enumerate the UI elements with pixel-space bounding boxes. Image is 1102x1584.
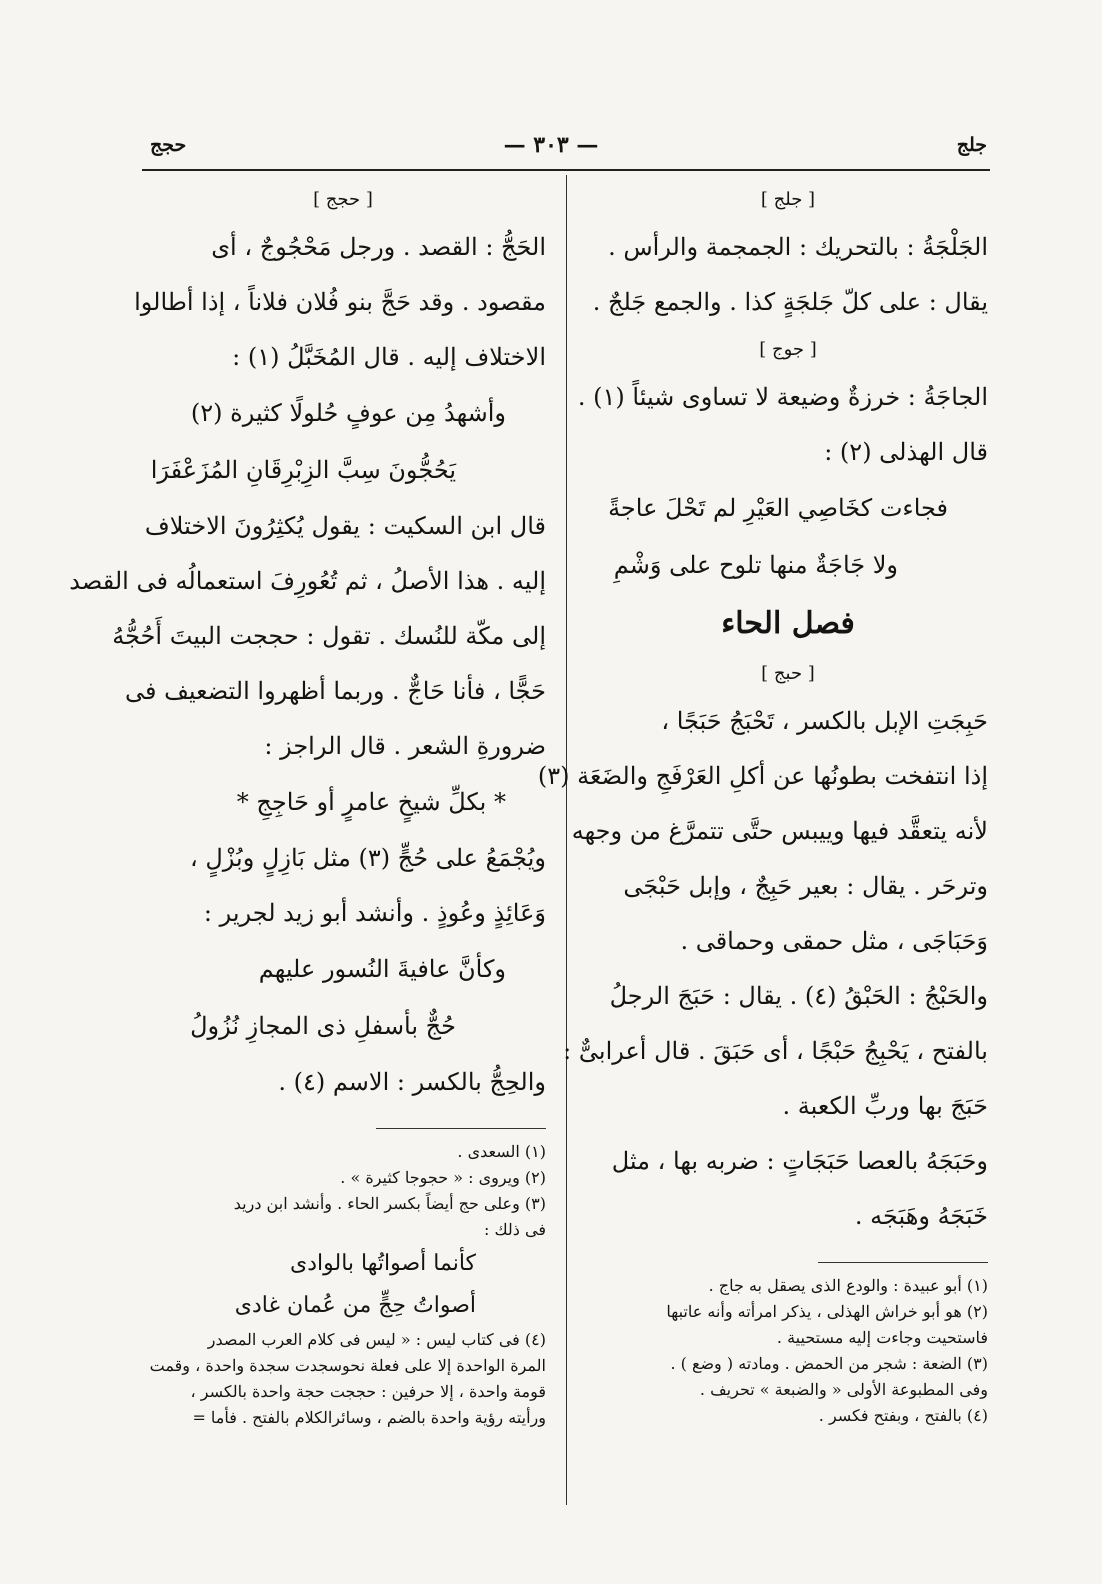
text-line: وترحَر . يقال : بعير حَبِجٌ ، وإبل حَبْجَى [623,872,988,900]
text-line: حَبِجَتِ الإبل بالكسر ، تَحْبَجُ حَبَجًا ، [661,707,988,735]
text-line: خَبَجَهُ وهَبَجَه . [854,1202,988,1230]
page-number: — ٣٠٣ — [503,132,599,158]
section-title: فصل الحاء [721,606,855,641]
verse-line: يَحُجُّونَ سِبَّ الزِبْرِقَانِ المُزَعْفَرَا [150,456,456,484]
text-line: وحَبَجَهُ بالعصا حَبَجَاتٍ : ضربه بها ، مثل [611,1147,988,1175]
footnote: المرة الواحدة إلا على فعلة نحوسجدت سجدة واحدة ، وقمت [149,1356,546,1375]
entry-heading: [ حبج ] [761,663,815,684]
text-line: وَحَبَاجَى ، مثل حمقى وحماقى . [680,927,988,955]
right-column [537,180,988,1429]
text-line: والحِجُّ بالكسر : الاسم (٤) . [278,1068,546,1096]
entry-heading: [ جلج ] [760,189,816,210]
text-line: الجَلْجَةُ : بالتحريك : الجمجمة والرأس . [608,233,988,261]
text-line: مقصود . وقد حَجَّ بنو فُلان فلاناً ، إذا أطالوا [134,288,546,316]
footnote: (٣) وعلى حج أيضاً بكسر الحاء . وأنشد ابن دريد [233,1194,546,1213]
running-head-left: حجج [150,134,187,156]
footnote: (٤) فى كتاب ليس : « ليس فى كلام العرب المصدر [207,1330,546,1349]
footnote: فاستحيت وجاءت إليه مستحيية . [776,1328,988,1347]
text-line: قال ابن السكيت : يقول يُكثِرُونَ الاختلاف [144,512,546,540]
entry-heading: [ حجج ] [313,189,373,210]
verse-line: ولا جَاجَةٌ منها تلوح على وَشْمِ [613,551,898,579]
text-line: ويُجْمَعُ على حُجٍّ (٣) مثل بَازِلٍ وبُزْلٍ ، [189,844,546,872]
footnote: قومة واحدة ، إلا حرفين : حججت حجة واحدة بالكسر ، [190,1382,546,1401]
text-line: حَبَجَ بها وربِّ الكعبة . [782,1092,988,1120]
text-line: ضرورةِ الشعر . قال الراجز : [264,732,546,760]
footnote: (٣) الضعة : شجر من الحمض . ومادته ( وضع ) . [670,1354,988,1373]
text-line: حَجًّا ، فأنا حَاجٌّ . وربما أظهروا التضعيف فى [124,677,546,705]
verse-line: حُجٌّ بأسفلِ ذى المجازِ نُزُولُ [190,1012,456,1040]
column-divider [566,175,567,1505]
text-line: إليه . هذا الأصلُ ، ثم تُعُورِفَ استعمالُه فى القصد [69,567,546,595]
text-line: والحَبْجُ : الحَبْقُ (٤) . يقال : حَبَجَ الرجلُ [609,982,988,1010]
text-line: إلى مكّة للنُسك . تقول : حججت البيتَ أَحُجُّهُ [112,622,546,650]
footnote: (٢) ويروى : « حجوجا كثيرة » . [340,1168,546,1187]
header-rule [142,169,990,171]
text-line: بالفتح ، يَحْبِجُ حَبْجًا ، أى حَبَقَ . قال أعرابىٌّ : [563,1037,988,1065]
text-line: الاختلاف إليه . قال المُخَبَّلُ (١) : [232,343,546,371]
verse-line: فجاءت كخَاصِي العَيْرِ لم تَحْلَ عاجةً [608,494,948,522]
footnote: (١) السعدى . [457,1142,546,1161]
verse-line: وأشهدُ مِن عوفٍ حُلولًا كثيرة (٢) [190,399,506,427]
entry-heading: [ جوج ] [759,339,817,360]
text-line: قال الهذلى (٢) : [824,438,988,466]
running-head-right: جلج [956,134,987,156]
left-column [69,180,546,1431]
footnote: (٤) بالفتح ، وبفتح فكسر . [818,1406,988,1425]
footnote: فى ذلك : [483,1220,546,1239]
text-line: إذا انتفخت بطونُها عن أكلِ العَرْفَجِ والضَعَة (٣) [537,762,988,790]
text-line: الحَجُّ : القصد . ورجل مَحْجُوجٌ ، أى [211,233,546,261]
footnote-rule [376,1128,546,1129]
footnote: ورأيته رؤية واحدة بالضم ، وسائرالكلام بالفتح . فأما = [192,1408,546,1427]
text-line: يقال : على كلّ جَلجَةٍ كذا . والجمع جَلجٌ . [592,288,988,316]
footnote-rule [818,1262,988,1263]
text-line: وَعَائِذٍ وعُوذٍ . وأنشد أبو زيد لجرير : [203,899,546,927]
verse-line: * بكلِّ شيخٍ عامرٍ أو حَاجِجِ * [236,788,506,816]
verse-line: وكأنَّ عافيةَ النُسور عليهم [258,955,506,983]
text-line: الجاجَةُ : خرزةٌ وضيعة لا تساوى شيئاً (١) . [577,383,988,411]
footnote: (٢) هو أبو خراش الهذلى ، يذكر امرأته وأنه عاتبها [666,1302,988,1321]
footnote: وفى المطبوعة الأولى « والضبعة » تحريف . [699,1380,988,1399]
footnote-verse: كأنما أصواتُها بالوادى [290,1251,476,1276]
text-line: لأنه يتعقَّد فيها وييبس حتَّى تتمرَّغ من وجهه [571,817,988,845]
footnote: (١) أبو عبيدة : والودع الذى يصقل به جاج . [708,1276,988,1295]
footnote-verse: أصواتُ حِجٍّ من عُمان غادى [234,1293,476,1318]
